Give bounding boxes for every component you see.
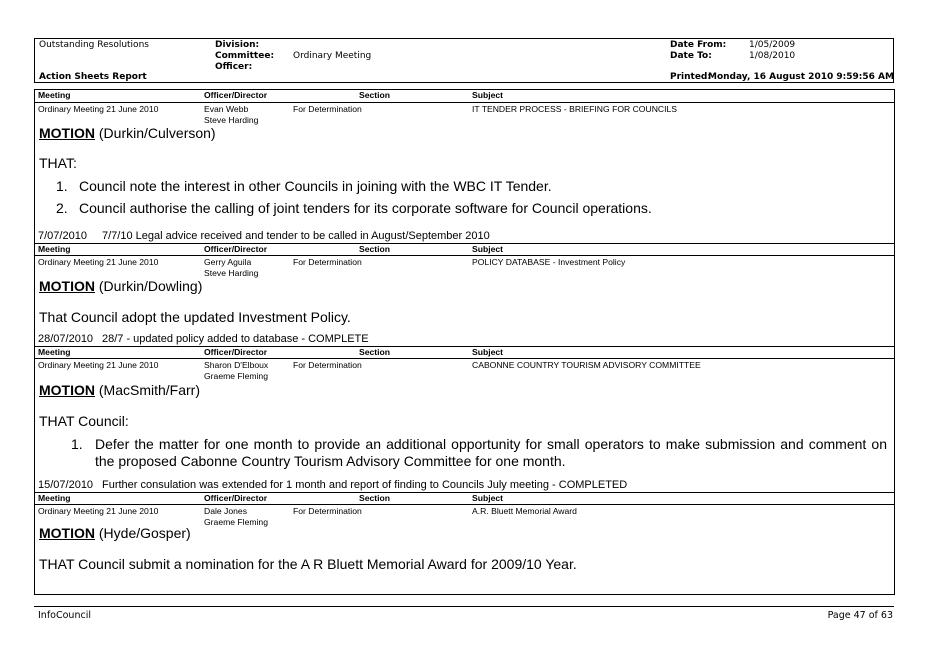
note-date: 7/07/2010: [38, 230, 87, 242]
meeting-cell: Ordinary Meeting 21 June 2010: [38, 257, 159, 267]
motion-movers: (MacSmith/Farr): [98, 382, 201, 398]
note-text: Further consulation was extended for 1 month and report of finding to Councils July meeting - COMPLETED: [102, 479, 628, 491]
motion-label: MOTION: [39, 278, 95, 294]
col-officer-header: Officer/Director: [204, 493, 268, 503]
committee-label: Committee:: [215, 51, 275, 61]
footer-app-name: InfoCouncil: [38, 610, 91, 621]
motion-heading: [39, 382, 200, 398]
footer-rule: [34, 606, 894, 607]
col-subject-header: Subject: [472, 493, 504, 503]
motion-heading: [39, 525, 191, 541]
officer-cell: Dale Jones: [204, 506, 247, 516]
director-cell: Steve Harding: [204, 268, 259, 278]
motion-label: MOTION: [39, 382, 95, 398]
motion-movers: (Hyde/Gosper): [98, 525, 191, 541]
subject-cell: POLICY DATABASE - Investment Policy: [472, 257, 626, 267]
item-text: Defer the matter for one month to provide an additional opportunity for small operators to make submission and comment on the proposed Cabonne Country Tourism Advisory Committee for one month.: [95, 436, 887, 469]
resolution-text: That Council adopt the updated Investment Policy.: [39, 309, 351, 325]
section-cell: For Determination: [293, 506, 362, 516]
officer-cell: Evan Webb: [204, 104, 249, 114]
item-number: 1.: [71, 436, 83, 452]
subject-cell: CABONNE COUNTRY TOURISM ADVISORY COMMITTEE: [472, 360, 701, 370]
meeting-cell: Ordinary Meeting 21 June 2010: [38, 360, 159, 370]
action-note: [38, 230, 490, 242]
meeting-cell: Ordinary Meeting 21 June 2010: [38, 104, 159, 114]
resolution-text: THAT Council submit a nomination for the A R Bluett Memorial Award for 2009/10 Year.: [39, 556, 577, 572]
resolution-intro: THAT Council:: [39, 413, 129, 429]
action-record: [35, 243, 894, 345]
col-meeting-header: Meeting: [38, 244, 71, 254]
action-record: [35, 346, 894, 491]
director-cell: Steve Harding: [204, 115, 259, 125]
section-cell: For Determination: [293, 104, 362, 114]
action-note: [38, 479, 627, 491]
report-name: Outstanding Resolutions: [39, 40, 149, 50]
col-officer-header: Officer/Director: [204, 244, 268, 254]
date-to-value: 1/08/2010: [749, 51, 796, 61]
action-note: [38, 333, 369, 345]
committee-value: Ordinary Meeting: [293, 51, 372, 61]
subject-cell: IT TENDER PROCESS - BRIEFING FOR COUNCILS: [472, 104, 678, 114]
item-number: 1.: [56, 178, 68, 194]
action-record: [35, 492, 894, 594]
col-section-header: Section: [359, 493, 391, 503]
table-header: [35, 346, 894, 359]
resolution-intro: THAT:: [39, 155, 77, 171]
action-record: [35, 90, 894, 242]
date-from-label: Date From:: [670, 40, 727, 50]
section-cell: For Determination: [293, 360, 362, 370]
col-officer-header: Officer/Director: [204, 90, 268, 100]
table-header: [35, 492, 894, 505]
item-text: Council authorise the calling of joint tenders for its corporate software for Council operations.: [79, 200, 652, 216]
col-section-header: Section: [359, 90, 391, 100]
table-header: [35, 90, 894, 103]
division-label: Division:: [215, 40, 260, 50]
table-header: [35, 243, 894, 256]
col-section-header: Section: [359, 244, 391, 254]
motion-movers: (Durkin/Culverson): [98, 125, 216, 141]
col-meeting-header: Meeting: [38, 493, 71, 503]
col-subject-header: Subject: [472, 244, 504, 254]
motion-label: MOTION: [39, 125, 95, 141]
col-section-header: Section: [359, 347, 391, 357]
report-type: Action Sheets Report: [39, 72, 147, 82]
col-meeting-header: Meeting: [38, 90, 71, 100]
note-date: 28/07/2010: [38, 333, 94, 345]
note-text: 7/7/10 Legal advice received and tender to be called in August/September 2010: [102, 230, 490, 242]
action-sheets-table: [34, 89, 895, 595]
item-number: 2.: [56, 200, 68, 216]
motion-heading: [39, 278, 202, 294]
date-from-value: 1/05/2009: [749, 40, 796, 50]
section-cell: For Determination: [293, 257, 362, 267]
note-date: 15/07/2010: [38, 479, 94, 491]
motion-movers: (Durkin/Dowling): [98, 278, 203, 294]
col-meeting-header: Meeting: [38, 347, 71, 357]
motion-heading: [39, 125, 216, 141]
printed-value: Monday, 16 August 2010 9:59:56 AM: [708, 72, 894, 82]
page-number: Page 47 of 63: [827, 610, 893, 621]
subject-cell: A.R. Bluett Memorial Award: [472, 506, 577, 516]
report-header: [34, 38, 894, 83]
motion-label: MOTION: [39, 525, 95, 541]
officer-cell: Sharon D'Elboux: [204, 360, 269, 370]
printed-label: Printed:: [670, 72, 711, 82]
meeting-cell: Ordinary Meeting 21 June 2010: [38, 506, 159, 516]
item-text: Council note the interest in other Councils in joining with the WBC IT Tender.: [79, 178, 552, 194]
note-text: 28/7 - updated policy added to database - COMPLETE: [102, 333, 369, 345]
director-cell: Graeme Fleming: [204, 371, 268, 381]
officer-label: Officer:: [215, 62, 253, 72]
col-subject-header: Subject: [472, 90, 504, 100]
col-officer-header: Officer/Director: [204, 347, 268, 357]
officer-cell: Gerry Aguila: [204, 257, 252, 267]
director-cell: Graeme Fleming: [204, 517, 268, 527]
col-subject-header: Subject: [472, 347, 504, 357]
date-to-label: Date To:: [670, 51, 712, 61]
